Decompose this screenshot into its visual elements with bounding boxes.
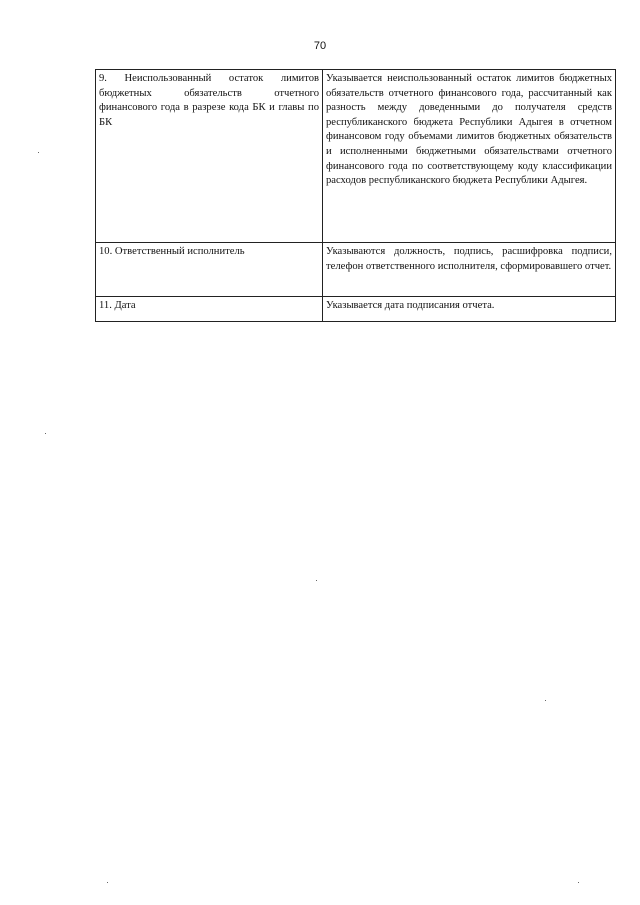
scan-speck [578,882,579,883]
row-description-cell: Указываются должность, подпись, расшифровка подписи, телефон ответственного исполнителя, сформировавшего отчет. [323,243,616,297]
row-item-cell: 9. Неиспользованный остаток лимитов бюджетных обязательств отчетного финансового года в разрезе кода БК и главы по БК [96,70,323,243]
page-number: 70 [313,40,327,52]
scan-speck [316,580,317,581]
scan-speck [45,433,46,434]
table-row [96,243,616,297]
scan-speck [107,882,108,883]
row-item-cell: 10. Ответственный исполнитель [96,243,323,297]
row-item-cell: 11. Дата [96,297,323,322]
requirements-table [95,69,616,322]
table-row [96,297,616,322]
row-description-cell: Указывается неиспользованный остаток лимитов бюджетных обязательств отчетного финансового года, рассчитанный как разность между доведенными до получателя средств республиканского бюджета Республики Адыгея в отчетном финансовом году объемами лимитов бюджетных обязательств и исполненными бюджетными обязательствами отчетного финансового года по соответствующему коду классификации расходов республиканского бюджета Республики Адыгея. [323,70,616,243]
table-row [96,70,616,243]
scan-speck [38,152,39,153]
row-description-cell: Указывается дата подписания отчета. [323,297,616,322]
scan-speck [545,700,546,701]
